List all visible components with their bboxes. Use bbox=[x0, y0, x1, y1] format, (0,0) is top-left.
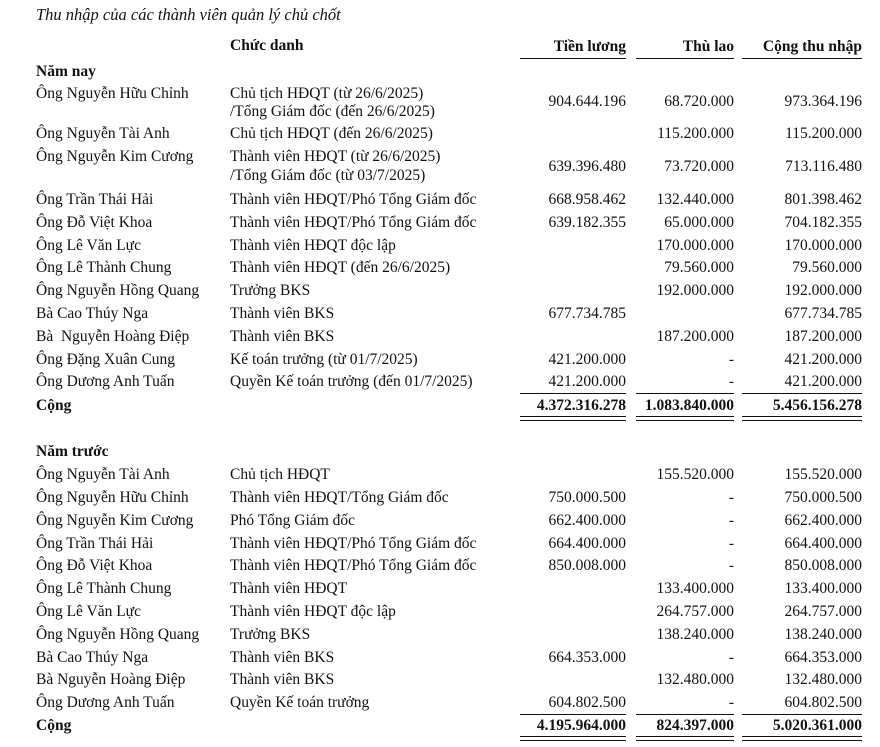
table-row-salary: 639.182.355 bbox=[548, 214, 626, 231]
table-row-position: Thành viên HĐQT/Phó Tổng Giám đốc bbox=[230, 557, 477, 574]
table-row-position: Chủ tịch HĐQT (từ 26/6/2025) bbox=[230, 85, 424, 102]
section-label-previous-year: Năm trước bbox=[36, 443, 109, 460]
table-row-position: Thành viên BKS bbox=[230, 649, 335, 666]
table-row-position: Thành viên HĐQT độc lập bbox=[230, 237, 396, 254]
table-row-remuneration: - bbox=[728, 512, 734, 529]
table-row-remuneration: 132.440.000 bbox=[656, 191, 734, 208]
table-row-total: 704.182.355 bbox=[784, 214, 862, 231]
table-row-salary: 668.958.462 bbox=[548, 191, 626, 208]
table-row-remuneration: 133.400.000 bbox=[656, 580, 734, 597]
subtotal-rule bbox=[520, 714, 626, 715]
table-row-name: Ông Lê Văn Lực bbox=[36, 237, 141, 254]
table-row-remuneration: 68.720.000 bbox=[664, 93, 734, 110]
table-row-remuneration: 115.200.000 bbox=[657, 125, 734, 142]
total-double-rule bbox=[636, 736, 734, 741]
table-row-position: Thành viên HĐQT (từ 26/6/2025) bbox=[230, 148, 441, 165]
table-row-total: 973.364.196 bbox=[784, 93, 862, 110]
table-row-name: Ông Nguyễn Tài Anh bbox=[36, 466, 170, 483]
table-row-salary: 421.200.000 bbox=[548, 351, 626, 368]
table-row-remuneration: 132.480.000 bbox=[656, 671, 734, 688]
table-row-name: Ông Lê Văn Lực bbox=[36, 603, 141, 620]
table-row-name: Ông Nguyễn Hồng Quang bbox=[36, 626, 200, 643]
total-double-rule bbox=[742, 416, 862, 421]
table-row-total: 713.116.480 bbox=[785, 158, 862, 175]
table-row-name: Ông Nguyễn Kim Cương bbox=[36, 148, 194, 165]
table-row-total: 801.398.462 bbox=[784, 191, 862, 208]
table-row-remuneration: - bbox=[728, 351, 734, 368]
table-row-position: Thành viên HĐQT/Phó Tổng Giám đốc bbox=[230, 535, 477, 552]
table-row-name: Bà Nguyễn Hoàng Điệp bbox=[36, 671, 186, 688]
total-salary: 4.372.316.278 bbox=[536, 397, 626, 414]
table-row-name: Ông Nguyễn Hữu Chỉnh bbox=[36, 85, 189, 102]
table-row-position: Thành viên HĐQT (đến 26/6/2025) bbox=[230, 259, 451, 276]
table-row-total: 604.802.500 bbox=[784, 694, 862, 711]
header-position: Chức danh bbox=[230, 37, 304, 54]
subtotal-rule bbox=[742, 714, 862, 715]
table-row-position: Quyền Kế toán trưởng (đến 01/7/2025) bbox=[230, 373, 473, 390]
table-row-position: Thành viên BKS bbox=[230, 671, 335, 688]
table-row-position: Kế toán trưởng (từ 01/7/2025) bbox=[230, 351, 418, 368]
table-row-total: 132.480.000 bbox=[784, 671, 862, 688]
total-income: 5.456.156.278 bbox=[772, 397, 862, 414]
table-row-position: Thành viên HĐQT/Tổng Giám đốc bbox=[230, 489, 449, 506]
header-remuneration: Thù lao bbox=[636, 37, 734, 59]
table-row-position: Thành viên HĐQT/Phó Tổng Giám đốc bbox=[230, 191, 477, 208]
table-row-remuneration: 138.240.000 bbox=[656, 626, 734, 643]
table-row-name: Ông Đỗ Việt Khoa bbox=[36, 557, 153, 574]
table-row-remuneration: - bbox=[728, 557, 734, 574]
table-row-salary: 850.008.000 bbox=[548, 557, 626, 574]
table-row-name: Bà Cao Thúy Nga bbox=[36, 649, 149, 666]
table-row-salary: 750.000.500 bbox=[548, 489, 626, 506]
total-row-label: Cộng bbox=[36, 717, 72, 734]
table-row-name: Ông Dương Anh Tuấn bbox=[36, 373, 175, 390]
table-row-remuneration: - bbox=[728, 694, 734, 711]
table-row-name: Ông Lê Thành Chung bbox=[36, 259, 172, 276]
table-row-name: Ông Trần Thái Hải bbox=[36, 535, 154, 552]
table-row-position: Trưởng BKS bbox=[230, 626, 311, 643]
table-row-total: 664.400.000 bbox=[784, 535, 862, 552]
total-double-rule bbox=[520, 416, 626, 421]
table-row-remuneration: - bbox=[728, 489, 734, 506]
subtotal-rule bbox=[742, 393, 862, 394]
table-row-total: 115.200.000 bbox=[785, 125, 862, 142]
total-double-rule bbox=[636, 416, 734, 421]
table-row-position: Quyền Kế toán trưởng bbox=[230, 694, 370, 711]
table-row-remuneration: - bbox=[728, 649, 734, 666]
table-row-total: 133.400.000 bbox=[784, 580, 862, 597]
total-salary: 4.195.964.000 bbox=[536, 717, 626, 734]
table-row-name: Ông Dương Anh Tuấn bbox=[36, 694, 175, 711]
table-row-remuneration: 79.560.000 bbox=[664, 259, 734, 276]
table-row-position: /Tổng Giám đốc (từ 03/7/2025) bbox=[230, 167, 426, 184]
table-row-position: Chủ tịch HĐQT (đến 26/6/2025) bbox=[230, 125, 433, 142]
subtotal-rule bbox=[636, 714, 734, 715]
header-total-income: Cộng thu nhập bbox=[742, 37, 862, 59]
table-row-salary: 904.644.196 bbox=[548, 93, 626, 110]
table-row-total: 850.008.000 bbox=[784, 557, 862, 574]
total-row-label: Cộng bbox=[36, 397, 72, 414]
table-row-name: Ông Nguyễn Tài Anh bbox=[36, 125, 170, 142]
table-row-position: Thành viên HĐQT bbox=[230, 580, 348, 597]
table-row-position: Thành viên HĐQT/Phó Tổng Giám đốc bbox=[230, 214, 477, 231]
table-row-remuneration: 155.520.000 bbox=[656, 466, 734, 483]
table-row-position: Chủ tịch HĐQT bbox=[230, 466, 330, 483]
table-row-total: 421.200.000 bbox=[784, 351, 862, 368]
table-row-remuneration: - bbox=[728, 373, 734, 390]
total-income: 5.020.361.000 bbox=[772, 717, 862, 734]
table-row-remuneration: - bbox=[728, 535, 734, 552]
table-row-salary: 662.400.000 bbox=[548, 512, 626, 529]
table-row-total: 187.200.000 bbox=[784, 328, 862, 345]
table-row-remuneration: 264.757.000 bbox=[656, 603, 734, 620]
table-row-total: 79.560.000 bbox=[792, 259, 862, 276]
table-row-remuneration: 73.720.000 bbox=[664, 158, 734, 175]
table-row-position: Trưởng BKS bbox=[230, 282, 311, 299]
table-row-name: Ông Trần Thái Hải bbox=[36, 191, 154, 208]
table-row-total: 264.757.000 bbox=[784, 603, 862, 620]
table-row-total: 138.240.000 bbox=[784, 626, 862, 643]
total-remuneration: 1.083.840.000 bbox=[644, 397, 734, 414]
table-row-name: Bà Nguyễn Hoàng Điệp bbox=[36, 328, 190, 345]
table-row-remuneration: 65.000.000 bbox=[664, 214, 734, 231]
table-row-salary: 639.396.480 bbox=[548, 158, 626, 175]
table-row-salary: 421.200.000 bbox=[548, 373, 626, 390]
table-row-name: Ông Đặng Xuân Cung bbox=[36, 351, 176, 368]
subtotal-rule bbox=[520, 393, 626, 394]
table-row-total: 192.000.000 bbox=[784, 282, 862, 299]
total-double-rule bbox=[520, 736, 626, 741]
table-row-remuneration: 192.000.000 bbox=[656, 282, 734, 299]
table-row-total: 155.520.000 bbox=[784, 466, 862, 483]
table-row-salary: 664.400.000 bbox=[548, 535, 626, 552]
table-row-remuneration: 170.000.000 bbox=[656, 237, 734, 254]
header-salary: Tiền lương bbox=[520, 37, 626, 59]
table-row-total: 170.000.000 bbox=[784, 237, 862, 254]
subtotal-rule bbox=[636, 393, 734, 394]
table-row-salary: 604.802.500 bbox=[548, 694, 626, 711]
total-double-rule bbox=[742, 736, 862, 741]
total-remuneration: 824.397.000 bbox=[656, 717, 734, 734]
table-row-position: Thành viên HĐQT độc lập bbox=[230, 603, 396, 620]
table-row-total: 750.000.500 bbox=[784, 489, 862, 506]
table-row-name: Ông Nguyễn Hồng Quang bbox=[36, 282, 200, 299]
table-row-position: /Tổng Giám đốc (đến 26/6/2025) bbox=[230, 103, 435, 120]
table-row-salary: 664.353.000 bbox=[548, 649, 626, 666]
table-row-name: Ông Nguyễn Hữu Chỉnh bbox=[36, 489, 189, 506]
table-row-total: 664.353.000 bbox=[784, 649, 862, 666]
table-row-position: Phó Tổng Giám đốc bbox=[230, 512, 355, 529]
table-row-name: Ông Đỗ Việt Khoa bbox=[36, 214, 153, 231]
table-row-position: Thành viên BKS bbox=[230, 305, 335, 322]
table-row-remuneration: 187.200.000 bbox=[656, 328, 734, 345]
table-row-total: 677.734.785 bbox=[784, 305, 862, 322]
table-row-total: 421.200.000 bbox=[784, 373, 862, 390]
table-row-name: Ông Nguyễn Kim Cương bbox=[36, 512, 194, 529]
table-row-name: Ông Lê Thành Chung bbox=[36, 580, 172, 597]
section-label-current-year: Năm nay bbox=[36, 63, 96, 80]
table-row-position: Thành viên BKS bbox=[230, 328, 335, 345]
page-title: Thu nhập của các thành viên quản lý chủ chốt bbox=[36, 5, 341, 24]
table-row-total: 662.400.000 bbox=[784, 512, 862, 529]
table-row-salary: 677.734.785 bbox=[548, 305, 626, 322]
table-row-name: Bà Cao Thúy Nga bbox=[36, 305, 149, 322]
